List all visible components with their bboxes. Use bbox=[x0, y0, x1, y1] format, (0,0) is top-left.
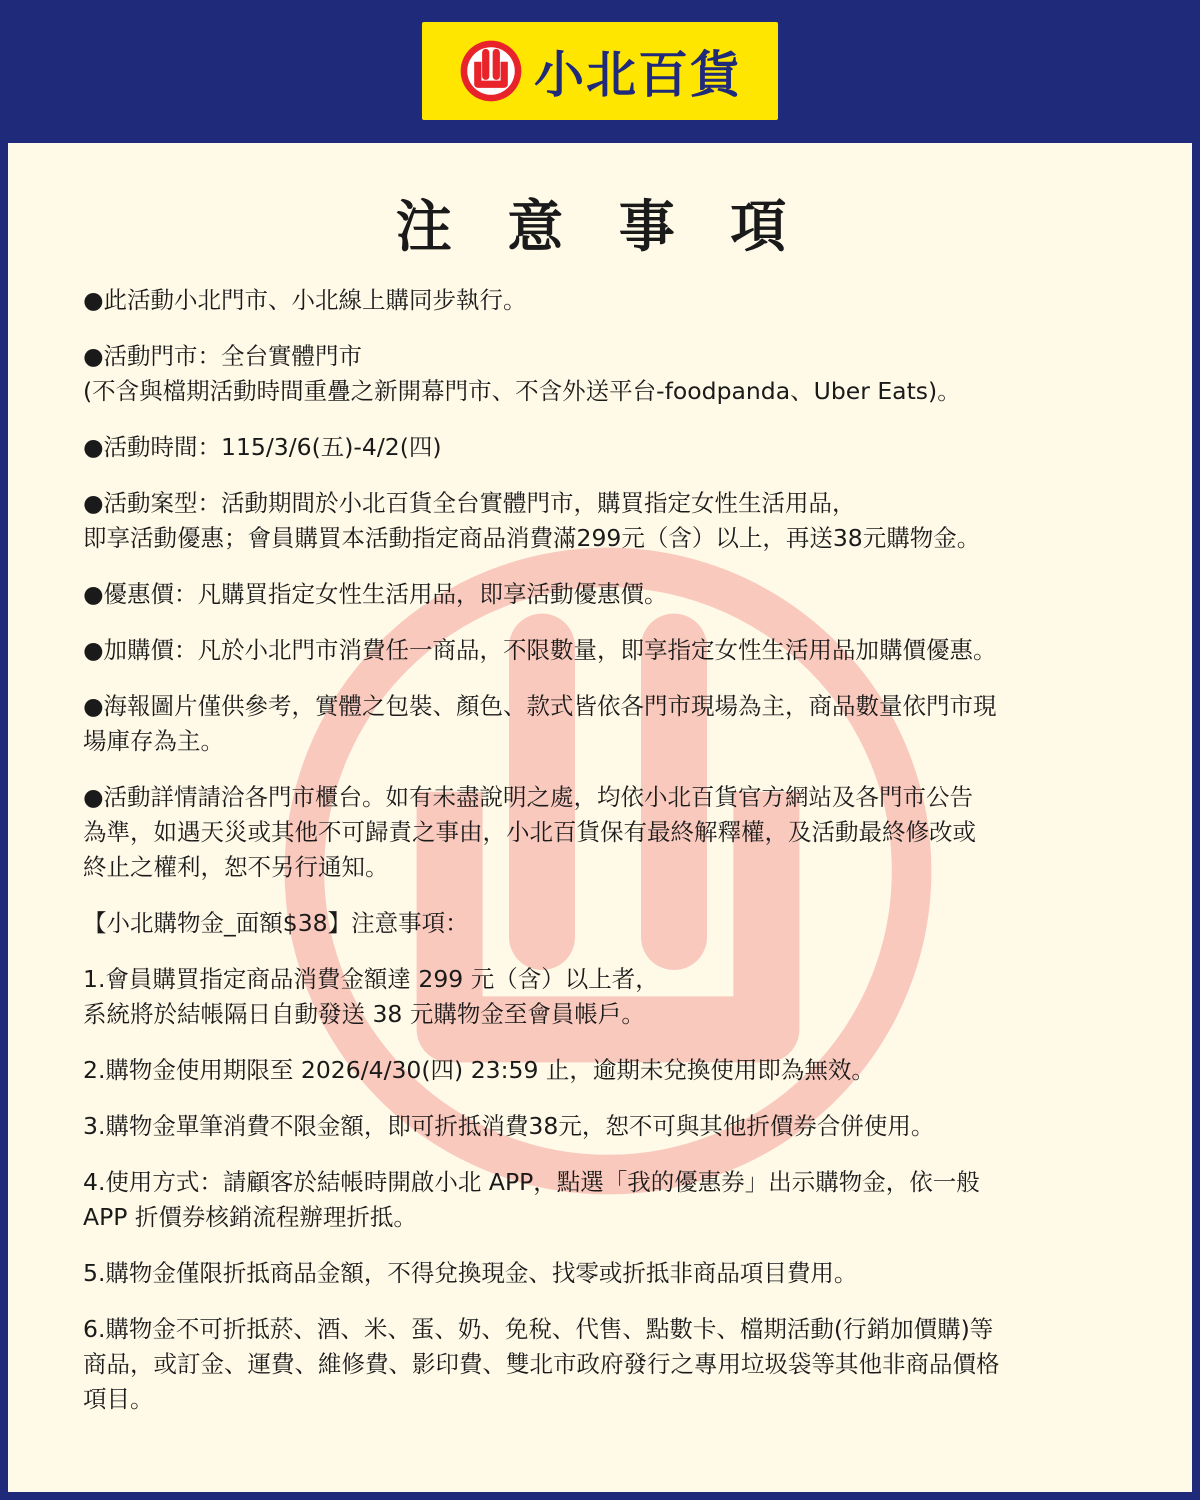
notice-line: 場庫存為主。 bbox=[83, 727, 224, 755]
notice-line: 4.使用方式：請顧客於結帳時開啟小北 APP，點選「我的優惠券」出示購物金，依一般 bbox=[83, 1168, 980, 1196]
notice-line: 項目。 bbox=[83, 1385, 154, 1413]
brand-name: 小北百貨 bbox=[534, 46, 742, 104]
notice-line: ●活動時間：115/3/6(五)-4/2(四) bbox=[83, 433, 442, 461]
notice-line: ●活動詳情請洽各門市櫃台。如有未盡說明之處，均依小北百貨官方網站及各門市公告 bbox=[83, 783, 974, 811]
notice-line: 即享活動優惠；會員購買本活動指定商品消費滿299元（含）以上，再送38元購物金。 bbox=[83, 524, 981, 552]
notice-item bbox=[83, 1165, 1133, 1235]
notice-item bbox=[83, 633, 1133, 668]
notice-item bbox=[83, 430, 1133, 465]
notice-line: ●此活動小北門市、小北線上購同步執行。 bbox=[83, 286, 527, 314]
notice-line: ●活動門市：全台實體門市 bbox=[83, 342, 363, 370]
notice-line: ●海報圖片僅供參考，實體之包裝、顏色、款式皆依各門市現場為主，商品數量依門市現 bbox=[83, 692, 997, 720]
notice-item bbox=[83, 1312, 1133, 1417]
notice-item bbox=[83, 689, 1133, 759]
notice-item bbox=[83, 780, 1133, 885]
notice-line: ●活動案型：活動期間於小北百貨全台實體門市，購買指定女性生活用品， bbox=[83, 489, 856, 517]
brand-logo bbox=[422, 22, 778, 120]
notice-item bbox=[83, 577, 1133, 612]
notice-list bbox=[83, 283, 1133, 1438]
notice-item bbox=[83, 486, 1133, 556]
notice-line: ●加購價：凡於小北門市消費任一商品，不限數量，即享指定女性生活用品加購價優惠。 bbox=[83, 636, 997, 664]
notice-item bbox=[83, 1053, 1133, 1088]
notice-item bbox=[83, 906, 1133, 941]
notice-line: 為準，如遇天災或其他不可歸責之事由，小北百貨保有最終解釋權，及活動最終修改或 bbox=[83, 818, 976, 846]
brand-logo-icon bbox=[458, 38, 524, 104]
notice-item bbox=[83, 339, 1133, 409]
notice-item bbox=[83, 1256, 1133, 1291]
notice-line: 2.購物金使用期限至 2026/4/30(四) 23:59 止，逾期未兌換使用即為無效。 bbox=[83, 1056, 875, 1084]
notice-line: 1.會員購買指定商品消費金額達 299 元（含）以上者， bbox=[83, 965, 659, 993]
notice-line: 系統將於結帳隔日自動發送 38 元購物金至會員帳戶。 bbox=[83, 1000, 645, 1028]
notice-item bbox=[83, 962, 1133, 1032]
header-bar bbox=[0, 0, 1200, 143]
notice-line: 5.購物金僅限折抵商品金額，不得兌換現金、找零或折抵非商品項目費用。 bbox=[83, 1259, 858, 1287]
notice-line: APP 折價券核銷流程辦理折抵。 bbox=[83, 1203, 417, 1231]
notice-line: 3.購物金單筆消費不限金額，即可折抵消費38元，恕不可與其他折價券合併使用。 bbox=[83, 1112, 935, 1140]
notice-line: (不含與檔期活動時間重疊之新開幕門市、不含外送平台-foodpanda、Uber Eats)。 bbox=[83, 377, 961, 405]
notice-line: 6.購物金不可折抵菸、酒、米、蛋、奶、免稅、代售、點數卡、檔期活動(行銷加價購)等 bbox=[83, 1315, 994, 1343]
notice-item bbox=[83, 1109, 1133, 1144]
notice-line: ●優惠價：凡購買指定女性生活用品，即享活動優惠價。 bbox=[83, 580, 668, 608]
notice-line: 商品，或訂金、運費、維修費、影印費、雙北市政府發行之專用垃圾袋等其他非商品價格 bbox=[83, 1350, 1000, 1378]
notice-panel bbox=[8, 143, 1192, 1492]
notice-line: 終止之權利，恕不另行通知。 bbox=[83, 853, 389, 881]
notice-item bbox=[83, 283, 1133, 318]
page-title: 注 意 事 項 bbox=[395, 195, 805, 260]
notice-line: 【小北購物金_面額$38】注意事項： bbox=[83, 909, 469, 937]
